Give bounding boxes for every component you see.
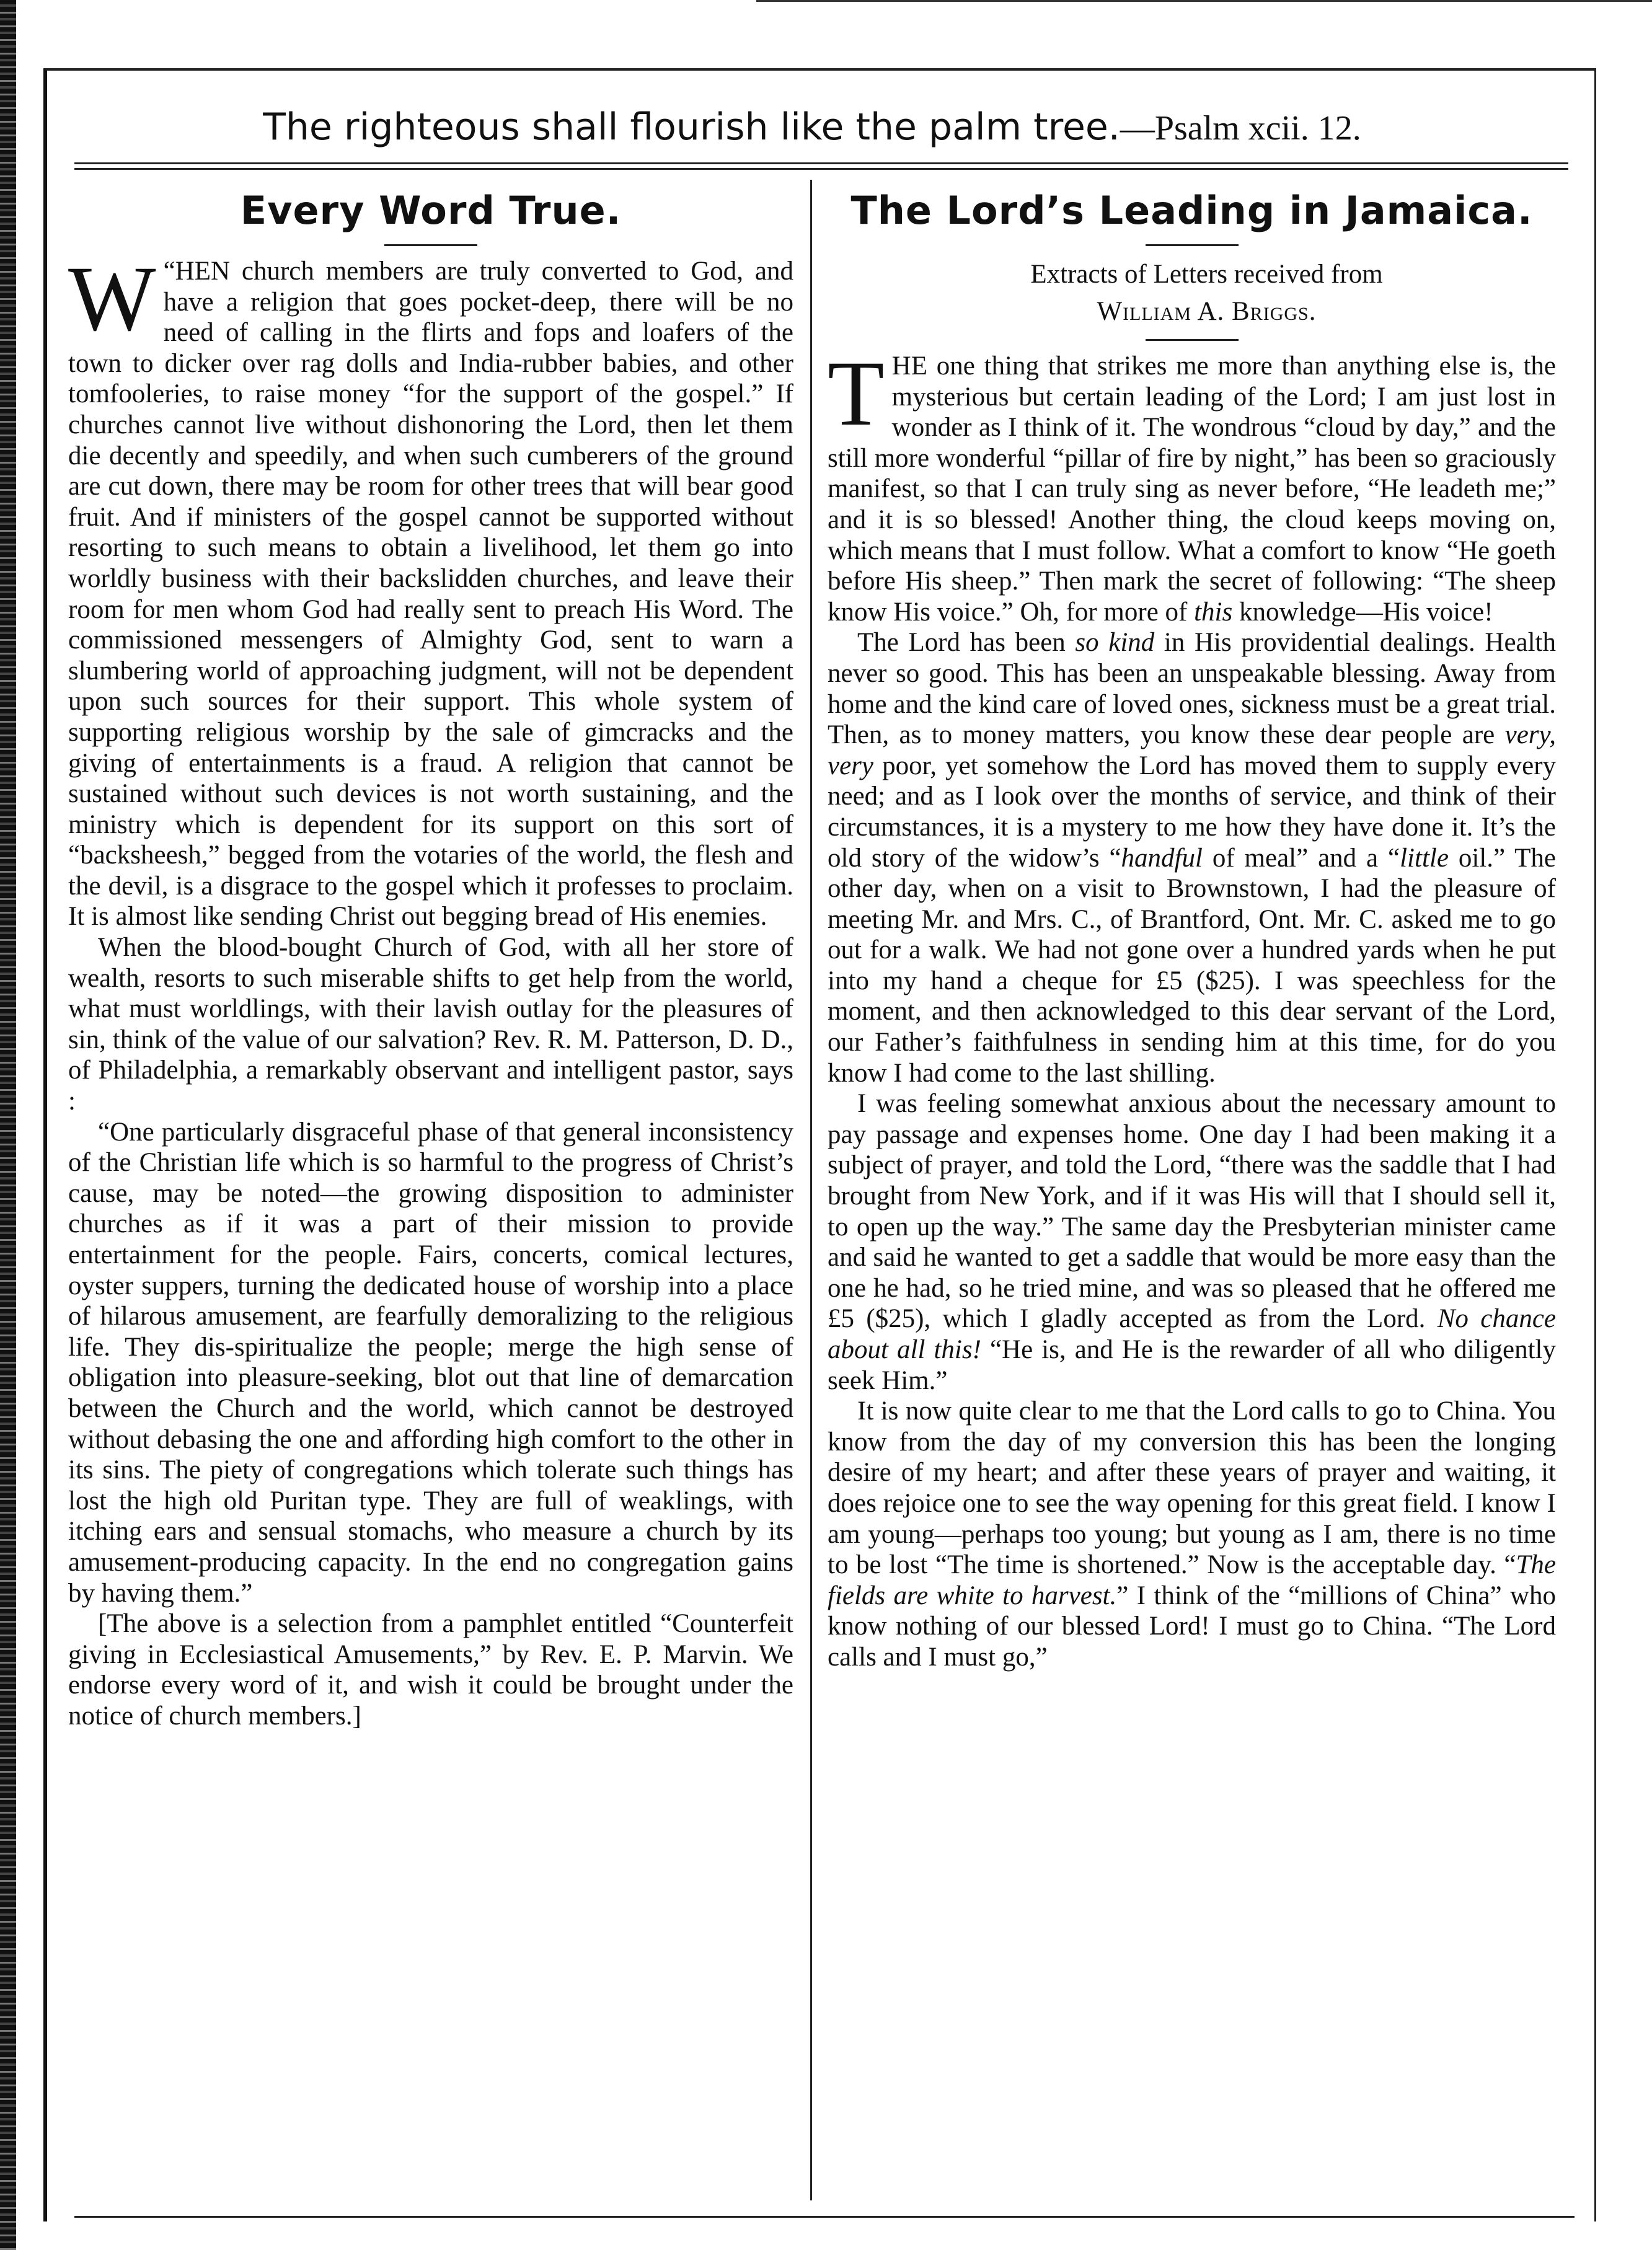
page-binding-edge: [0, 0, 16, 2250]
drop-cap: W: [68, 247, 156, 350]
header-motto: The righteous shall flourish like the palm tree.: [263, 105, 1120, 149]
opening-quote: “: [163, 257, 175, 286]
drop-cap: T: [828, 342, 885, 445]
column-separator: [810, 180, 812, 2200]
left-paragraph-2: When the blood-bought Church of God, with all her store of wealth, resorts to such miserable shifts to get help from the world, what must worldlings, with their lavish outlay for the pleasures of sin, think of the value of our salvation? Rev. R. M. Patterson, D. D., of Philadelphia, a remarkably observant and intelligent pastor, says :: [68, 933, 793, 1116]
header-reference: —Psalm xcii. 12.: [1120, 109, 1361, 148]
left-paragraph-3: “One particularly disgraceful phase of that general inconsistency of the Christian life which is so harmful to the progress of Christ’s cause, may be noted—the growing disposition to administer churches as if it was a part of their mission to provide entertainment for the people. Fairs, concerts, comical lectures, oyster suppers, turning the dedicated house of worship into a place of hilarous amusement, are fearfully demoralizing to the religious life. They dis-spiritualize the people; merge the high sense of obligation into pleasure-seeking, blot out that line of demarcation between the Church and the world, which cannot be destroyed without debasing the one and affording high comfort to the other in its sins. The piety of congregations which tolerate such things has lost the high old Puritan type. They are full of weaklings, with itching ears and sensual stomachs, who measure a church by its amusement-producing capacity. In the end no congregation gains by having them.”: [68, 1117, 793, 1608]
article-author: William A. Briggs.: [1097, 297, 1317, 326]
title-rule: [1146, 244, 1239, 246]
page-header: [68, 102, 1556, 153]
top-rule: [756, 0, 1652, 2]
left-article: [68, 186, 793, 1732]
article-subtitle: Extracts of Letters received from: [1030, 260, 1383, 289]
right-article: [828, 186, 1556, 1673]
right-paragraph-3: I was feeling somewhat anxious about the necessary amount to pay passage and expenses home. One day I had been making it a subject of prayer, and told the Lord, “there was the saddle that I had brought from New York, and if it was His will that I should sell it, to open up the way.” The same day the Presbyterian minister came and said he wanted to get a saddle that would be more easy than the one he had, so he tried mine, and was so pleased that he offered me £5 ($25), which I gladly accepted as from the Lord. No chance about all this! “He is, and He is the rewarder of all who diligently seek Him.”: [828, 1089, 1557, 1395]
right-paragraph-1: THE one thing that strikes me more than anything else is, the mysterious but certain leading of the Lord; I am just lost in wonder as I think of it. The wondrous “cloud by day,” and the still more wonderful “pillar of fire by night,” has been so graciously manifest, so that I can truly sing as never before, “He leadeth me;” and it is so blessed! Another thing, the cloud keeps moving on, which means that I must follow. What a comfort to know “He goeth before His sheep.” Then mark the secret of following: “The sheep know His voice.” Oh, for more of this knowledge—His voice!: [828, 342, 1556, 627]
title-rule: [384, 244, 477, 246]
left-paragraph-4: [The above is a selection from a pamphlet entitled “Counterfeit giving in Ecclesiastical Amusements,” by Rev. E. P. Marvin. We endorse every word of it, and wish it could be brought under the notice of church members.]: [68, 1609, 793, 1731]
header-rule: [74, 162, 1568, 170]
title-rule: [1146, 339, 1239, 341]
right-paragraph-4: It is now quite clear to me that the Lord calls to go to China. You know from the day of my conversion this has been the longing desire of my heart; and after these years of prayer and waiting, it does rejoice one to see the way opening for this great field. I know I am young—perhaps too young; but young as I am, there is no time to be lost “The time is shortened.” Now is the acceptable day. “The fields are white to harvest.” I think of the “millions of China” who know nothing of our blessed Lord! I must go to China. “The Lord calls and I must go,”: [828, 1396, 1557, 1672]
left-article-title: Every Word True.: [240, 188, 622, 233]
left-paragraph-1: “ W HEN church members are truly converted to God, and have a religion that goes pocket-deep, there will be no need of calling in the flirts and fops and loafers of the town to dicker over rag dolls and India-rubber babies, and other tomfooleries, to raise money “for the support of the gospel.” If churches cannot live without dishonoring the Lord, then let them die decently and speedily, and when such cumberers of the ground are cut down, there may be room for other trees that will bear good fruit. And if ministers of the gospel cannot be supported without resorting to such means to obtain a livelihood, let them go into worldly business with their backslidden churches, and leave their room for men whom God had really sent to preach His Word. The commissioned messengers of Almighty God, sent to warn a slumbering world of approaching judgment, will not be dependent upon such sources for their support. This whole system of supporting religious worship by the sale of gimcracks and the giving of entertainments is a fraud. A religion that cannot be sustained without such devices is not worth sustaining, and the ministry which is dependent for its support on this sort of “backsheesh,” begged from the votaries of the world, the flesh and the devil, is a disgrace to the gospel which it professes to proclaim. It is almost like sending Christ out begging bread of His enemies.: [68, 247, 793, 932]
right-article-title: The Lord’s Leading in Jamaica.: [850, 188, 1533, 233]
bottom-rule: [74, 2216, 1575, 2218]
right-paragraph-2: The Lord has been so kind in His providential dealings. Health never so good. This has been an unspeakable blessing. Away from home and the kind care of loved ones, sickness must be a great trial. Then, as to money matters, you know these dear people are very, very poor, yet somehow the Lord has moved them to supply every need; and as I look over the months of service, and think of their circumstances, it is a mystery to me how they have done it. It’s the old story of the widow’s “handful of meal” and a “little oil.” The other day, when on a visit to Brownstown, I had the pleasure of meeting Mr. and Mrs. C., of Brantford, Ont. Mr. C. asked me to go out for a walk. We had not gone over a hundred yards when he put into my hand a cheque for £5 ($25). I was speechless for the moment, and then acknowledged to this dear servant of the Lord, our Father’s faithfulness in sending him at this time, for do you know I had come to the last shilling.: [828, 628, 1557, 1088]
